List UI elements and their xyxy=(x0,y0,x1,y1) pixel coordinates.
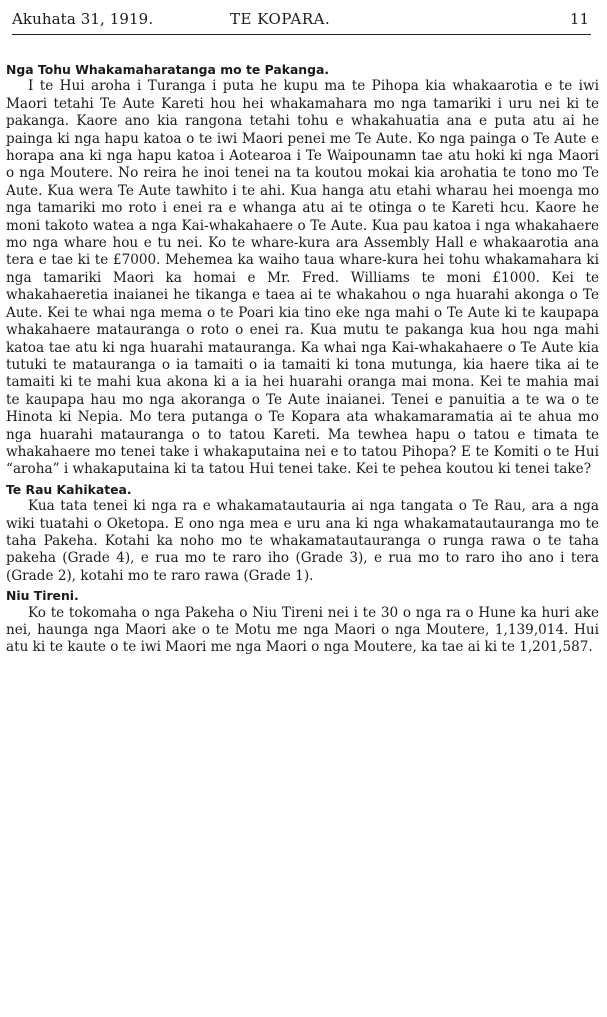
section-paragraph: Ko te tokomaha o nga Pakeha o Niu Tireni nei i te 30 o nga ra o Hune ka huri ake nei, haunga nga Maori ake o te Motu me nga Maori o nga Moutere, 1,139,014. Hui atu ki te kaute o te iwi Maori me nga Maori o nga Moutere, ka tae ai ki te 1,201,587. xyxy=(6,604,599,656)
publication-title: TE KOPARA. xyxy=(230,10,331,28)
header-rule xyxy=(12,34,591,35)
section-heading: Nga Tohu Whakamaharatanga mo te Pakanga. xyxy=(6,62,330,77)
section-te-rau xyxy=(6,481,599,585)
section-niu-tireni xyxy=(6,587,599,657)
section-heading: Niu Tireni. xyxy=(6,588,79,604)
page-header xyxy=(6,0,599,46)
article-body xyxy=(6,61,599,657)
section-paragraph: Kua tata tenei ki nga ra e whakamatautauria ai nga tangata o Te Rau, ara a nga wiki tuatahi o Oketopa. E ono nga mea e uru ana ki nga whakamatautauranga mo te taha Pakeha. Kotahi ka noho mo te whakamatautauranga o runga rawa o te taha pakeha (Grade 4), e rua mo te raro iho (Grade 3), e rua mo to raro iho ano i tera (Grade 2), kotahi mo te raro rawa (Grade 1). xyxy=(6,498,599,584)
issue-date: Akuhata 31, 1919. xyxy=(12,10,154,28)
section-heading: Te Rau Kahikatea. xyxy=(6,481,132,497)
section-memorials xyxy=(6,61,599,479)
page-number: 11 xyxy=(569,10,589,28)
section-paragraph: I te Hui aroha i Turanga i puta he kupu ma te Pihopa kia whakaarotia e te iwi Maori tetahi Te Aute Kareti hou hei whakamahara mo nga tamariki i uru nei ki te pakanga. Kaore ano kia rangona tetahi tohu e whakahuatia ana e puta atu ai he painga ki nga hapu katoa o te iwi Maori penei me Te Aute. Ko nga painga o Te Aute e horapa ana ki nga hapu katoa i Aotearoa i Te Waipounamn tae atu hoki ki nga Maori o nga Moutere. No reira he inoi tenei na ta koutou mokai kia arohatia te tono mo Te Aute. Kua wera Te Aute tawhito i te ahi. Kua hanga atu etahi wharau hei moenga mo nga tamariki mo roto i enei ra e whanga atu ai te otinga o te Kareti hcu. Kaore he moni takoto watea a nga Kai-whakahaere o Te Aute. Kua pau katoa i nga whakahaere mo nga whare hou e tu nei. Ko te whare-kura ara Assembly Hall e whakaarotia ana tera e tae ki te £7000. Mehemea ka waiho taua whare-kura hei tohu whakamahara ki nga tamariki Maori ka homai e Mr. Fred. Williams te moni £1000. Kei te whakahaeretia inaianei he tikanga e taea ai te whakahou o nga huarahi akonga o Te Aute. Kei te whai nga mema o te Poari kia tino eke nga mahi o Te Aute ki te kaupapa whakahaere matauranga o roto o enei ra. Kua mutu te pakanga kua hou nga mahi katoa tae atu ki nga huarahi matauranga. Ka whai nga Kai-whakahaere o Te Aute kia tutuki te matauranga o ia tamaiti o ia tamaiti ki tona mutunga, kia haere tika ai te tamaiti ki te mahi kua akona ki a ia hei huarahi oranga mai mona. Kei te mahia mai te kaupapa hau mo nga akoranga o Te Aute inaianei. Tenei e panuitia a te wa o te Hinota ki Nepia. Mo tera putanga o Te Kopara ata whakamaramatia ai te ahua mo nga huarahi matauranga o to tatou Kareti. Ma tewhea hapu o tatou e timata te whakahaere mo tenei take i whakaputaina nei e to tatou Pihopa? E te Komiti o te Hui “aroha” i whakaputaina ki ta tatou Hui tenei take. Kei te pehea koutou ki tenei take? xyxy=(6,78,599,478)
